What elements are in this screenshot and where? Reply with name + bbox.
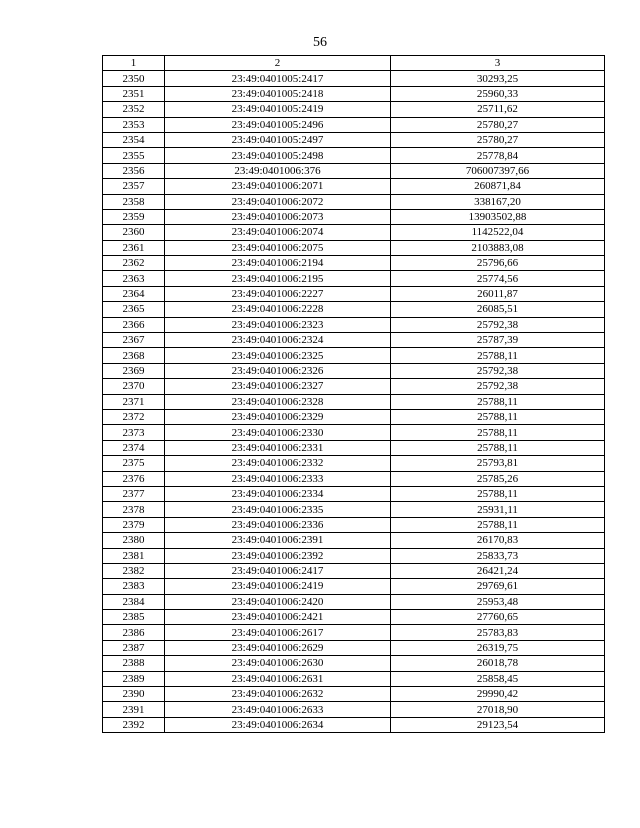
row-number-cell: 2390 bbox=[103, 687, 165, 702]
table-row bbox=[103, 163, 605, 178]
row-number-cell: 2380 bbox=[103, 533, 165, 548]
table-body bbox=[103, 71, 605, 733]
table-header-row bbox=[103, 56, 605, 71]
cadastral-number-cell: 23:49:0401006:2329 bbox=[165, 409, 391, 424]
cadastral-number-cell: 23:49:0401006:376 bbox=[165, 163, 391, 178]
cadastral-number-cell: 23:49:0401005:2418 bbox=[165, 86, 391, 101]
cadastral-number-cell: 23:49:0401006:2633 bbox=[165, 702, 391, 717]
table-row bbox=[103, 317, 605, 332]
cadastral-number-cell: 23:49:0401006:2420 bbox=[165, 594, 391, 609]
value-cell: 29769,61 bbox=[391, 579, 605, 594]
cadastral-number-cell: 23:49:0401005:2496 bbox=[165, 117, 391, 132]
row-number-cell: 2373 bbox=[103, 425, 165, 440]
cadastral-number-cell: 23:49:0401006:2325 bbox=[165, 348, 391, 363]
value-cell: 27760,65 bbox=[391, 610, 605, 625]
value-cell: 338167,20 bbox=[391, 194, 605, 209]
row-number-cell: 2364 bbox=[103, 286, 165, 301]
row-number-cell: 2363 bbox=[103, 271, 165, 286]
cadastral-number-cell: 23:49:0401006:2630 bbox=[165, 656, 391, 671]
value-cell: 26018,78 bbox=[391, 656, 605, 671]
value-cell: 25780,27 bbox=[391, 117, 605, 132]
value-cell: 25711,62 bbox=[391, 102, 605, 117]
row-number-cell: 2379 bbox=[103, 517, 165, 532]
cadastral-number-cell: 23:49:0401006:2331 bbox=[165, 440, 391, 455]
cadastral-number-cell: 23:49:0401006:2075 bbox=[165, 240, 391, 255]
value-cell: 25792,38 bbox=[391, 379, 605, 394]
row-number-cell: 2372 bbox=[103, 409, 165, 424]
cadastral-number-cell: 23:49:0401006:2327 bbox=[165, 379, 391, 394]
row-number-cell: 2385 bbox=[103, 610, 165, 625]
row-number-cell: 2381 bbox=[103, 548, 165, 563]
table-row bbox=[103, 563, 605, 578]
cadastral-number-cell: 23:49:0401006:2617 bbox=[165, 625, 391, 640]
cadastral-number-cell: 23:49:0401006:2631 bbox=[165, 671, 391, 686]
cadastral-number-cell: 23:49:0401006:2334 bbox=[165, 486, 391, 501]
table-row bbox=[103, 240, 605, 255]
cadastral-number-cell: 23:49:0401006:2417 bbox=[165, 563, 391, 578]
row-number-cell: 2356 bbox=[103, 163, 165, 178]
table-row bbox=[103, 471, 605, 486]
cadastral-number-cell: 23:49:0401006:2072 bbox=[165, 194, 391, 209]
cadastral-number-cell: 23:49:0401006:2074 bbox=[165, 225, 391, 240]
table-row bbox=[103, 548, 605, 563]
value-cell: 25787,39 bbox=[391, 333, 605, 348]
row-number-cell: 2389 bbox=[103, 671, 165, 686]
cadastral-number-cell: 23:49:0401006:2194 bbox=[165, 256, 391, 271]
row-number-cell: 2391 bbox=[103, 702, 165, 717]
cadastral-number-cell: 23:49:0401006:2071 bbox=[165, 179, 391, 194]
table-row bbox=[103, 533, 605, 548]
table-row bbox=[103, 702, 605, 717]
table-row bbox=[103, 717, 605, 732]
cadastral-number-cell: 23:49:0401006:2326 bbox=[165, 363, 391, 378]
value-cell: 25785,26 bbox=[391, 471, 605, 486]
table-row bbox=[103, 425, 605, 440]
value-cell: 25783,83 bbox=[391, 625, 605, 640]
value-cell: 25858,45 bbox=[391, 671, 605, 686]
row-number-cell: 2370 bbox=[103, 379, 165, 394]
row-number-cell: 2353 bbox=[103, 117, 165, 132]
value-cell: 26319,75 bbox=[391, 640, 605, 655]
cadastral-number-cell: 23:49:0401006:2332 bbox=[165, 456, 391, 471]
row-number-cell: 2359 bbox=[103, 209, 165, 224]
row-number-cell: 2371 bbox=[103, 394, 165, 409]
row-number-cell: 2354 bbox=[103, 132, 165, 147]
row-number-cell: 2387 bbox=[103, 640, 165, 655]
value-cell: 25778,84 bbox=[391, 148, 605, 163]
value-cell: 25774,56 bbox=[391, 271, 605, 286]
table-row bbox=[103, 610, 605, 625]
page-number: 56 bbox=[313, 35, 327, 50]
value-cell: 29990,42 bbox=[391, 687, 605, 702]
cadastral-value-table bbox=[102, 55, 605, 733]
table-row bbox=[103, 148, 605, 163]
value-cell: 25792,38 bbox=[391, 317, 605, 332]
value-cell: 25788,11 bbox=[391, 440, 605, 455]
value-cell: 25931,11 bbox=[391, 502, 605, 517]
row-number-cell: 2365 bbox=[103, 302, 165, 317]
table-row bbox=[103, 379, 605, 394]
table-row bbox=[103, 348, 605, 363]
table-row bbox=[103, 302, 605, 317]
cadastral-number-cell: 23:49:0401006:2419 bbox=[165, 579, 391, 594]
value-cell: 25796,66 bbox=[391, 256, 605, 271]
table-row bbox=[103, 594, 605, 609]
table-row bbox=[103, 456, 605, 471]
column-header-1: 1 bbox=[103, 56, 165, 71]
table-row bbox=[103, 271, 605, 286]
table-row bbox=[103, 656, 605, 671]
table-row bbox=[103, 333, 605, 348]
cadastral-number-cell: 23:49:0401006:2195 bbox=[165, 271, 391, 286]
row-number-cell: 2377 bbox=[103, 486, 165, 501]
cadastral-number-cell: 23:49:0401006:2227 bbox=[165, 286, 391, 301]
value-cell: 25788,11 bbox=[391, 517, 605, 532]
column-header-3: 3 bbox=[391, 56, 605, 71]
row-number-cell: 2351 bbox=[103, 86, 165, 101]
table-row bbox=[103, 502, 605, 517]
row-number-cell: 2388 bbox=[103, 656, 165, 671]
cadastral-number-cell: 23:49:0401006:2391 bbox=[165, 533, 391, 548]
column-header-2: 2 bbox=[165, 56, 391, 71]
value-cell: 25960,33 bbox=[391, 86, 605, 101]
table-row bbox=[103, 132, 605, 147]
row-number-cell: 2386 bbox=[103, 625, 165, 640]
row-number-cell: 2392 bbox=[103, 717, 165, 732]
cadastral-number-cell: 23:49:0401006:2336 bbox=[165, 517, 391, 532]
value-cell: 30293,25 bbox=[391, 71, 605, 86]
value-cell: 25788,11 bbox=[391, 409, 605, 424]
table-row bbox=[103, 286, 605, 301]
row-number-cell: 2368 bbox=[103, 348, 165, 363]
table-row bbox=[103, 179, 605, 194]
row-number-cell: 2362 bbox=[103, 256, 165, 271]
table-row bbox=[103, 256, 605, 271]
value-cell: 706007397,66 bbox=[391, 163, 605, 178]
value-cell: 13903502,88 bbox=[391, 209, 605, 224]
table-row bbox=[103, 579, 605, 594]
cadastral-number-cell: 23:49:0401006:2324 bbox=[165, 333, 391, 348]
row-number-cell: 2383 bbox=[103, 579, 165, 594]
row-number-cell: 2384 bbox=[103, 594, 165, 609]
table-row bbox=[103, 440, 605, 455]
row-number-cell: 2376 bbox=[103, 471, 165, 486]
value-cell: 25953,48 bbox=[391, 594, 605, 609]
cadastral-number-cell: 23:49:0401005:2417 bbox=[165, 71, 391, 86]
row-number-cell: 2382 bbox=[103, 563, 165, 578]
row-number-cell: 2375 bbox=[103, 456, 165, 471]
value-cell: 260871,84 bbox=[391, 179, 605, 194]
table-row bbox=[103, 486, 605, 501]
table-row bbox=[103, 225, 605, 240]
row-number-cell: 2357 bbox=[103, 179, 165, 194]
table-row bbox=[103, 394, 605, 409]
row-number-cell: 2358 bbox=[103, 194, 165, 209]
row-number-cell: 2352 bbox=[103, 102, 165, 117]
cadastral-number-cell: 23:49:0401006:2632 bbox=[165, 687, 391, 702]
cadastral-number-cell: 23:49:0401006:2333 bbox=[165, 471, 391, 486]
value-cell: 25792,38 bbox=[391, 363, 605, 378]
value-cell: 1142522,04 bbox=[391, 225, 605, 240]
cadastral-number-cell: 23:49:0401006:2328 bbox=[165, 394, 391, 409]
cadastral-number-cell: 23:49:0401006:2228 bbox=[165, 302, 391, 317]
table-row bbox=[103, 363, 605, 378]
table-row bbox=[103, 409, 605, 424]
row-number-cell: 2355 bbox=[103, 148, 165, 163]
row-number-cell: 2367 bbox=[103, 333, 165, 348]
table-row bbox=[103, 117, 605, 132]
cadastral-number-cell: 23:49:0401006:2629 bbox=[165, 640, 391, 655]
table-row bbox=[103, 687, 605, 702]
value-cell: 25788,11 bbox=[391, 394, 605, 409]
row-number-cell: 2378 bbox=[103, 502, 165, 517]
value-cell: 29123,54 bbox=[391, 717, 605, 732]
table-row bbox=[103, 86, 605, 101]
table-row bbox=[103, 640, 605, 655]
table-row bbox=[103, 517, 605, 532]
table-row bbox=[103, 102, 605, 117]
value-cell: 2103883,08 bbox=[391, 240, 605, 255]
value-cell: 26421,24 bbox=[391, 563, 605, 578]
table-row bbox=[103, 671, 605, 686]
row-number-cell: 2369 bbox=[103, 363, 165, 378]
value-cell: 25833,73 bbox=[391, 548, 605, 563]
cadastral-number-cell: 23:49:0401006:2392 bbox=[165, 548, 391, 563]
cadastral-number-cell: 23:49:0401006:2335 bbox=[165, 502, 391, 517]
cadastral-number-cell: 23:49:0401006:2421 bbox=[165, 610, 391, 625]
value-cell: 25788,11 bbox=[391, 425, 605, 440]
cadastral-number-cell: 23:49:0401005:2498 bbox=[165, 148, 391, 163]
value-cell: 25793,81 bbox=[391, 456, 605, 471]
row-number-cell: 2361 bbox=[103, 240, 165, 255]
value-cell: 25780,27 bbox=[391, 132, 605, 147]
cadastral-number-cell: 23:49:0401006:2323 bbox=[165, 317, 391, 332]
cadastral-number-cell: 23:49:0401006:2330 bbox=[165, 425, 391, 440]
table-row bbox=[103, 194, 605, 209]
row-number-cell: 2360 bbox=[103, 225, 165, 240]
value-cell: 27018,90 bbox=[391, 702, 605, 717]
table-row bbox=[103, 625, 605, 640]
cadastral-number-cell: 23:49:0401006:2634 bbox=[165, 717, 391, 732]
value-cell: 25788,11 bbox=[391, 486, 605, 501]
table-row bbox=[103, 209, 605, 224]
value-cell: 25788,11 bbox=[391, 348, 605, 363]
value-cell: 26170,83 bbox=[391, 533, 605, 548]
table-row bbox=[103, 71, 605, 86]
row-number-cell: 2366 bbox=[103, 317, 165, 332]
value-cell: 26011,87 bbox=[391, 286, 605, 301]
row-number-cell: 2374 bbox=[103, 440, 165, 455]
row-number-cell: 2350 bbox=[103, 71, 165, 86]
cadastral-number-cell: 23:49:0401005:2419 bbox=[165, 102, 391, 117]
value-cell: 26085,51 bbox=[391, 302, 605, 317]
cadastral-number-cell: 23:49:0401005:2497 bbox=[165, 132, 391, 147]
cadastral-number-cell: 23:49:0401006:2073 bbox=[165, 209, 391, 224]
